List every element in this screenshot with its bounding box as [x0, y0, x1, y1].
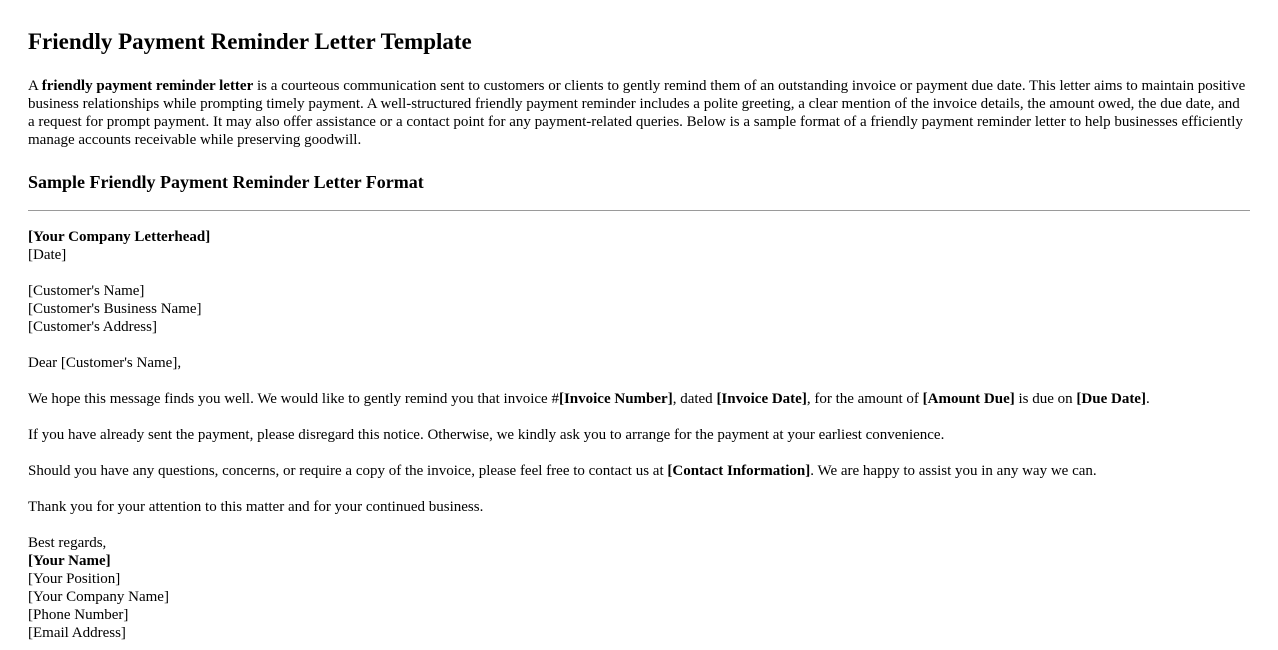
signature-name: [Your Name]: [28, 553, 111, 569]
spacer: [28, 336, 1250, 354]
customer-address: [Customer's Address]: [28, 319, 157, 335]
letterhead: [Your Company Letterhead]: [28, 229, 211, 245]
closing: Best regards,: [28, 535, 107, 551]
spacer: [28, 444, 1250, 462]
letter-date: [Date]: [28, 247, 67, 263]
para1-text-3: , for the amount of: [806, 391, 923, 407]
para3-text-1: Should you have any questions, concerns, or require a copy of the invoice, please feel free to contact us at: [28, 463, 668, 479]
spacer: [28, 264, 1250, 282]
spacer: [28, 408, 1250, 426]
due-date-placeholder: [Due Date]: [1076, 391, 1146, 407]
para1-text-2: , dated: [672, 391, 717, 407]
page-title: Friendly Payment Reminder Letter Template: [28, 29, 472, 54]
intro-paragraph: [28, 77, 1250, 149]
signature-company: [Your Company Name]: [28, 589, 169, 605]
divider: [28, 210, 1250, 211]
para3-text-2: . We are happy to assist you in any way we can.: [810, 463, 1097, 479]
spacer: [28, 480, 1250, 498]
para1-text-4: is due on: [1014, 391, 1077, 407]
customer-name: [Customer's Name]: [28, 283, 145, 299]
para1-text-5: .: [1145, 391, 1150, 407]
invoice-number-placeholder: [Invoice Number]: [558, 391, 673, 407]
intro-bold-term: friendly payment reminder letter: [41, 78, 254, 94]
section-heading: Sample Friendly Payment Reminder Letter Format: [28, 172, 424, 192]
signature-phone: [Phone Number]: [28, 607, 129, 623]
salutation: Dear [Customer's Name],: [28, 355, 182, 371]
customer-business-name: [Customer's Business Name]: [28, 301, 202, 317]
paragraph-invoice-reminder: [28, 390, 1250, 408]
paragraph-disregard: If you have already sent the payment, please disregard this notice. Otherwise, we kindly ask you to arrange for the payment at your earliest convenience.: [28, 427, 945, 443]
invoice-date-placeholder: [Invoice Date]: [716, 391, 807, 407]
para1-text-1: We hope this message finds you well. We would like to gently remind you that invoice #: [28, 391, 559, 407]
spacer: [28, 372, 1250, 390]
paragraph-thanks: Thank you for your attention to this matter and for your continued business.: [28, 499, 484, 515]
paragraph-contact: [28, 462, 1250, 480]
signature-email: [Email Address]: [28, 625, 126, 641]
spacer: [28, 516, 1250, 534]
intro-text-start: A: [28, 78, 42, 94]
intro-text-rest: is a courteous communication sent to customers or clients to gently remind them of an outstanding invoice or payment due date. This letter aims to maintain positive business relationships while prompting timely payment. A well-structured friendly payment reminder includes a polite greeting, a clear mention of the invoice details, the amount owed, the due date, and a request for prompt payment. It may also offer assistance or a contact point for any payment-related queries. Below is a sample format of a friendly payment reminder letter to help businesses efficiently manage accounts receivable while preserving goodwill.: [28, 78, 1246, 148]
signature-position: [Your Position]: [28, 571, 121, 587]
contact-information-placeholder: [Contact Information]: [667, 463, 811, 479]
letter-body: [28, 228, 1250, 642]
amount-due-placeholder: [Amount Due]: [922, 391, 1015, 407]
